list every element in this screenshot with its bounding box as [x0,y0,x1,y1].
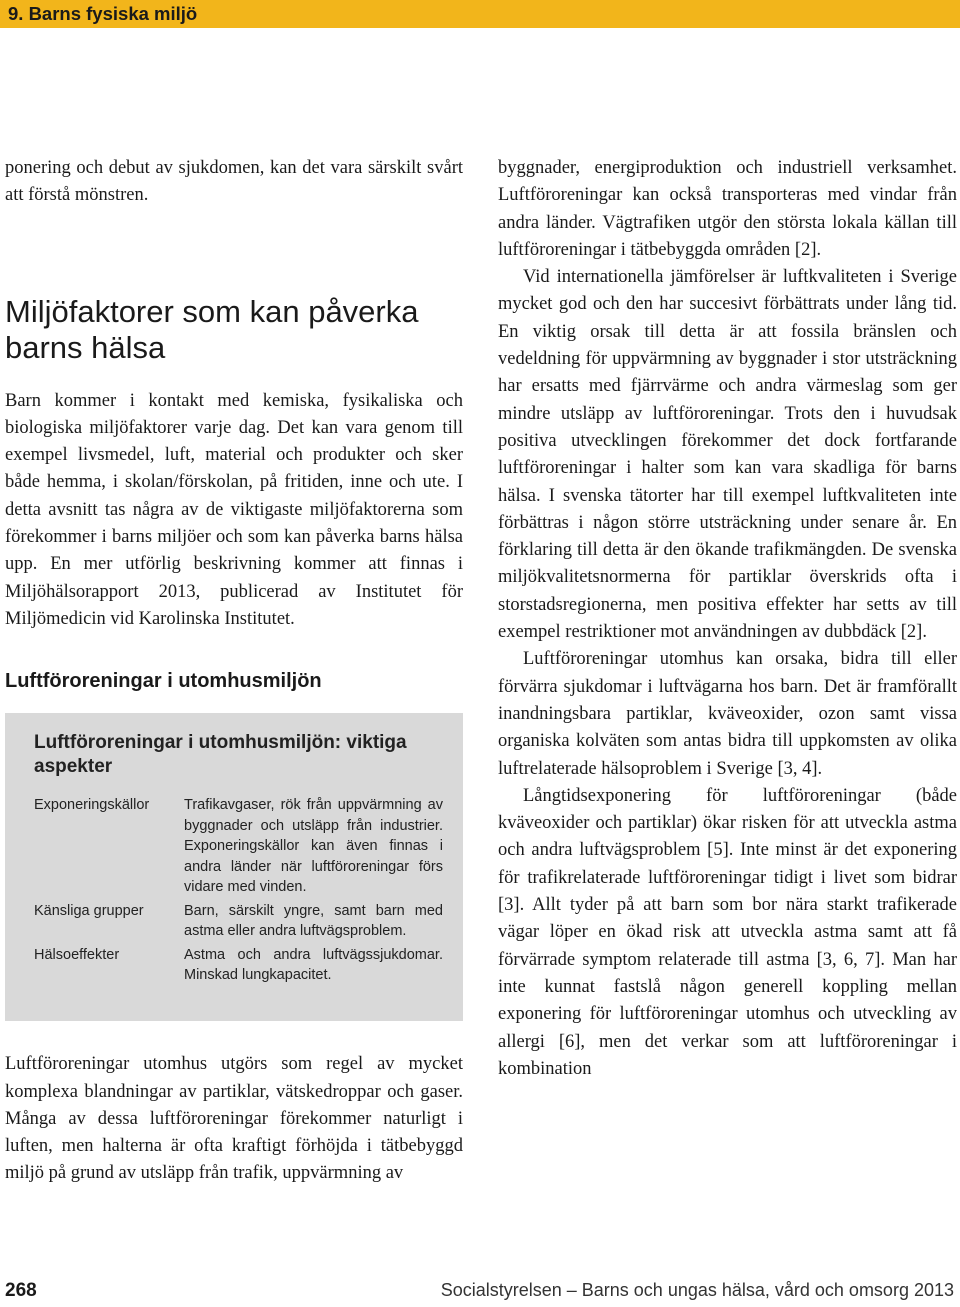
section-heading: Miljöfaktorer som kan påverka barns hälsa [5,293,419,365]
fact-row [34,795,443,898]
body-paragraph: byggnader, energiproduktion och industriell verksamhet. Luftföroreningar kan också transporteras med vindar från andra länder. Vägtrafiken utgör den största lokala källan till luftföroreningar i tätbebyggda områden [2]. [498,158,957,260]
body-paragraph: Luftföroreningar utomhus kan orsaka, bidra till eller förvärra sjukdomar i luftvägarna hos barn. Det är framförallt inandningsbara partiklar, kväveoxider, ozon samt vissa organiska kolväten som antas bidra till uppkomsten av olika luftrelaterade hälsoproblem i Sverige [3, 4]. [498,649,957,779]
section-paragraph: Barn kommer i kontakt med kemiska, fysikaliska och biologiska miljöfaktorer varje dag. Det kan vara genom till exempel livsmedel, luft, material och produkter och sker både hemma, i skolan/förskolan, på fritiden, inne och ute. I detta avsnitt tas några av de viktigaste miljöfaktorerna som förekommer i barns miljöer och som kan påverka barns hälsa upp. En mer utförlig beskrivning kommer att finnas i Miljöhälsorapport 2013, publicerad av Institutet för Miljömedicin vid Karolinska Institutet. [5,390,463,629]
right-column [498,155,957,1083]
fact-box [5,713,463,1021]
body-paragraph: Långtidsexponering för luftföroreningar (både kväveoxider och partiklar) ökar risken för att utveckla astma och andra luftvägsproblem [5]. Inte minst är det exponering för trafikrelaterade luftföroreningar tidigt i livet som bidrar [3]. Allt tyder på att barn som bor nära starkt trafikerade vägar löper en ökad risk att utveckla astma samt att få förvärrade symptom relaterade till astma [3, 6, 7]. Man har inte kunnat fastslå någon generell koppling mellan exponering för luftföroreningar utomhus och utveckling av allergi [6], men det verkar som att luftföroreningar i kombination [498,785,957,1079]
page-number: 268 [5,1280,37,1301]
fact-value: Astma och andra luftvägssjukdomar. Minskad lungkapacitet. [184,946,443,984]
fact-label: Hälsoeffekter [34,946,120,963]
intro-paragraph: ponering och debut av sjukdomen, kan det vara särskilt svårt att förstå mönstren. [5,158,463,206]
fact-row [34,945,443,986]
closing-paragraph: Luftföroreningar utomhus utgörs som regel av mycket komplexa blandningar av partiklar, vätskedroppar och gaser. Många av dessa luftföroreningar förekommer naturligt i luften, men halterna är ofta kraftigt förhöjda i tätbebyggd miljö på grund av utsläpp från trafik, uppvärmning av [5,1054,463,1184]
left-column [5,155,463,1188]
fact-box-title: Luftföroreningar i utomhusmiljön: viktiga aspekter [34,732,407,778]
fact-value: Barn, särskilt yngre, samt barn med astma eller andra luftvägsproblem. [184,902,443,940]
subsection-heading: Luftföroreningar i utomhusmiljön [5,670,322,693]
fact-value: Trafikavgaser, rök från uppvärmning av byggnader och utsläpp från industrier. Exponeringskällor kan även finnas i andra länder när luftföroreningar förs vidare med vinden. [184,797,443,896]
fact-label: Exponeringskällor [34,797,150,814]
fact-row [34,901,443,942]
chapter-header-bar [0,0,960,28]
footer-source: Socialstyrelsen – Barns och ungas hälsa, vård och omsorg 2013 [440,1280,954,1300]
body-paragraph: Vid internationella jämförelser är luftkvaliteten i Sverige mycket god och den har succesivt förbättrats under lång tid. En viktig orsak till detta är att fossila bränslen och vedeldning för uppvärmning av byggnader i stor utsträckning har ersatts med fjärrvärme och andra värmeslag som ger mindre utsläpp av luftföroreningar. Trots den i huvudsak positiva utvecklingen förekommer det dock fortfarande luftföroreningar i halter som kan vara skadliga för barns hälsa. I svenska tätorter har till exempel luftkvaliteten inte förbättras i någon större utsträckning under senare år. En förklaring till detta är den ökande trafikmängden. De svenska miljökvalitetsnormerna för partiklar överskrids ofta i storstadsregionerna, men positiva effekter har setts av till exempel restriktioner mot användningen av dubbdäck [2]. [498,267,957,643]
fact-label: Känsliga grupper [34,902,144,919]
chapter-title: 9. Barns fysiska miljö [8,3,198,24]
